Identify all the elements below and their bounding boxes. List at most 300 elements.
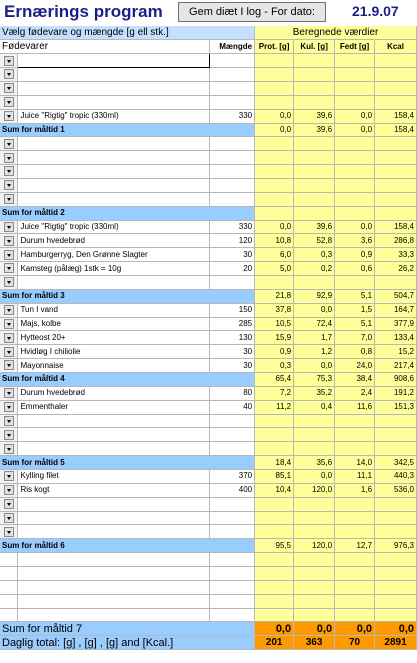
amount-cell[interactable]	[210, 192, 255, 206]
sum-fedt: 38,4	[335, 372, 375, 386]
fedt-cell: 11,6	[335, 400, 375, 414]
food-dropdown-button[interactable]	[0, 165, 18, 179]
kul-cell	[294, 553, 335, 567]
chevron-down-icon[interactable]	[4, 250, 14, 260]
sum-kul: 35,6	[294, 456, 335, 470]
food-dropdown-button[interactable]	[0, 442, 18, 456]
food-name-cell[interactable]: Emmenthaler	[18, 400, 210, 414]
food-name-cell[interactable]: Mayonnaise	[18, 359, 210, 373]
kul-cell: 0,2	[294, 262, 335, 276]
food-name-cell[interactable]	[18, 525, 210, 539]
prot-cell: 0,3	[255, 359, 294, 373]
amount-cell[interactable]	[210, 567, 255, 581]
food-name-cell[interactable]: Tun I vand	[18, 303, 210, 317]
kcal-cell	[375, 553, 417, 567]
fedt-cell: 7,0	[335, 331, 375, 345]
food-name-cell[interactable]: Hytteost 20+	[18, 331, 210, 345]
amount-cell[interactable]: 30	[210, 248, 255, 262]
food-row	[0, 567, 417, 581]
food-name-cell[interactable]: Kamsteg (pålæg) 1stk = 10g	[18, 262, 210, 276]
amount-cell[interactable]: 120	[210, 234, 255, 248]
kul-cell	[294, 54, 335, 68]
food-name-cell[interactable]: Durum hvedebrød	[18, 386, 210, 400]
chevron-down-icon[interactable]	[4, 471, 14, 481]
kcal-cell	[375, 428, 417, 442]
amount-cell[interactable]	[210, 428, 255, 442]
kcal-cell	[375, 442, 417, 456]
food-dropdown-button[interactable]	[0, 303, 18, 317]
amount-cell[interactable]	[210, 442, 255, 456]
food-name-cell[interactable]: Ris kogt	[18, 483, 210, 497]
food-dropdown-button[interactable]	[0, 178, 18, 192]
food-row	[0, 220, 417, 234]
kul-cell	[294, 428, 335, 442]
food-dropdown-button[interactable]	[0, 386, 18, 400]
amount-cell[interactable]	[210, 594, 255, 608]
food-dropdown-button[interactable]	[0, 151, 18, 165]
header-bar	[0, 0, 417, 26]
chevron-down-icon[interactable]	[4, 333, 14, 343]
chevron-down-icon[interactable]	[4, 360, 14, 370]
amount-cell[interactable]	[210, 608, 255, 622]
prot-cell: 10,8	[255, 234, 294, 248]
food-dropdown-button[interactable]	[0, 54, 18, 68]
food-name-cell[interactable]: Kylling filet	[18, 470, 210, 484]
food-row	[0, 483, 417, 497]
food-dropdown-button[interactable]	[0, 81, 18, 95]
amount-cell[interactable]	[210, 275, 255, 289]
fedt-cell: 0,0	[335, 220, 375, 234]
food-dropdown-button[interactable]	[0, 414, 18, 428]
food-row	[0, 95, 417, 109]
kul-cell	[294, 68, 335, 82]
food-dropdown-button[interactable]	[0, 428, 18, 442]
fedt-cell	[335, 428, 375, 442]
kcal-cell: 377,9	[375, 317, 417, 331]
amount-cell[interactable]: 130	[210, 331, 255, 345]
fedt-cell	[335, 192, 375, 206]
prot-cell: 0,0	[255, 220, 294, 234]
kul-cell: 0,3	[294, 248, 335, 262]
prot-cell	[255, 442, 294, 456]
food-row	[0, 414, 417, 428]
kcal-cell: 164,7	[375, 303, 417, 317]
sum-kul: 39,6	[294, 123, 335, 137]
sum-kcal: 342,5	[375, 456, 417, 470]
food-dropdown-button[interactable]	[0, 68, 18, 82]
food-name-cell[interactable]	[18, 594, 210, 608]
kcal-cell: 158,4	[375, 109, 417, 123]
kcal-cell	[375, 414, 417, 428]
food-dropdown-button[interactable]	[0, 192, 18, 206]
amount-cell[interactable]: 30	[210, 345, 255, 359]
chevron-down-icon[interactable]	[4, 166, 14, 176]
sum7-kul: 0,0	[294, 622, 335, 636]
chevron-down-icon[interactable]	[4, 416, 14, 426]
food-name-cell[interactable]	[18, 81, 210, 95]
food-name-cell[interactable]: Juice "Rigtig" tropic (330ml)	[18, 109, 210, 123]
food-dropdown-button[interactable]	[0, 470, 18, 484]
chevron-down-icon[interactable]	[4, 180, 14, 190]
food-dropdown-button[interactable]	[0, 345, 18, 359]
food-name-cell[interactable]	[18, 414, 210, 428]
amount-cell[interactable]	[210, 414, 255, 428]
kul-cell	[294, 414, 335, 428]
food-row	[0, 151, 417, 165]
food-row	[0, 234, 417, 248]
sum-kul: 120,0	[294, 539, 335, 553]
food-row	[0, 81, 417, 95]
kul-cell: 52,8	[294, 234, 335, 248]
food-row	[0, 331, 417, 345]
food-row	[0, 442, 417, 456]
meal-sum-row	[0, 206, 417, 220]
fedt-cell	[335, 594, 375, 608]
chevron-down-icon[interactable]	[4, 277, 14, 287]
amount-cell[interactable]: 150	[210, 303, 255, 317]
kul-cell	[294, 525, 335, 539]
amount-cell[interactable]: 330	[210, 220, 255, 234]
kcal-cell	[375, 54, 417, 68]
chevron-down-icon[interactable]	[4, 111, 14, 121]
food-name-cell[interactable]: Juice "Rigtig" tropic (330ml)	[18, 220, 210, 234]
food-row	[0, 511, 417, 525]
prot-cell	[255, 275, 294, 289]
fedt-cell	[335, 511, 375, 525]
kcal-cell	[375, 511, 417, 525]
food-row	[0, 262, 417, 276]
food-name-cell[interactable]	[18, 497, 210, 511]
prot-cell: 11,2	[255, 400, 294, 414]
food-dropdown-button[interactable]	[0, 511, 18, 525]
total-label: Daglig total: [g] , [g] , [g] and [Kcal.]	[0, 636, 255, 650]
fedt-cell: 1,6	[335, 483, 375, 497]
fedt-cell: 24,0	[335, 359, 375, 373]
amount-cell[interactable]: 40	[210, 400, 255, 414]
food-dropdown-button[interactable]	[0, 248, 18, 262]
sum-fedt: 14,0	[335, 456, 375, 470]
chevron-down-icon[interactable]	[4, 56, 14, 66]
sum-kul: 92,9	[294, 289, 335, 303]
prot-cell	[255, 511, 294, 525]
chevron-down-icon[interactable]	[4, 139, 14, 149]
food-name-cell[interactable]	[18, 151, 210, 165]
fedt-cell	[335, 275, 375, 289]
chevron-down-icon[interactable]	[4, 527, 14, 537]
kul-cell: 35,2	[294, 386, 335, 400]
amount-cell[interactable]: 20	[210, 262, 255, 276]
chevron-down-icon[interactable]	[4, 444, 14, 454]
fedt-cell	[335, 608, 375, 622]
amount-cell[interactable]	[210, 151, 255, 165]
sum-kcal: 976,3	[375, 539, 417, 553]
food-name-cell[interactable]	[18, 192, 210, 206]
food-dropdown-button	[0, 567, 18, 581]
sum-prot: 21,8	[255, 289, 294, 303]
fedt-cell	[335, 567, 375, 581]
fedt-cell	[335, 151, 375, 165]
amount-cell[interactable]: 30	[210, 359, 255, 373]
chevron-down-icon[interactable]	[4, 499, 14, 509]
chevron-down-icon[interactable]	[4, 430, 14, 440]
sum-kul	[294, 206, 335, 220]
food-row	[0, 553, 417, 567]
food-dropdown-button	[0, 580, 18, 594]
food-dropdown-button[interactable]	[0, 359, 18, 373]
food-dropdown-button[interactable]	[0, 525, 18, 539]
sum-row-7	[0, 622, 417, 636]
amount-cell[interactable]	[210, 178, 255, 192]
sum-prot: 95,5	[255, 539, 294, 553]
food-name-cell[interactable]	[18, 137, 210, 151]
sum7-kcal: 0,0	[375, 622, 417, 636]
food-dropdown-button[interactable]	[0, 137, 18, 151]
kul-cell	[294, 580, 335, 594]
col-kcal: Kcal	[375, 40, 417, 54]
amount-cell[interactable]	[210, 497, 255, 511]
amount-cell[interactable]	[210, 137, 255, 151]
food-dropdown-button[interactable]	[0, 95, 18, 109]
food-dropdown-button[interactable]	[0, 483, 18, 497]
fedt-cell: 0,9	[335, 248, 375, 262]
meal-sum-label: Sum for måltid 2	[0, 206, 255, 220]
col-kul: Kul. [g]	[294, 40, 335, 54]
fedt-cell: 0,0	[335, 109, 375, 123]
food-row	[0, 386, 417, 400]
kul-cell	[294, 137, 335, 151]
sum-fedt: 5,1	[335, 289, 375, 303]
kul-cell	[294, 95, 335, 109]
kcal-cell	[375, 608, 417, 622]
chevron-down-icon[interactable]	[4, 485, 14, 495]
food-row	[0, 359, 417, 373]
food-row	[0, 400, 417, 414]
col-food: Fødevarer	[0, 40, 210, 54]
prot-cell: 5,0	[255, 262, 294, 276]
prot-cell	[255, 608, 294, 622]
amount-cell[interactable]	[210, 54, 255, 68]
food-row	[0, 525, 417, 539]
kul-cell: 39,6	[294, 109, 335, 123]
fedt-cell	[335, 165, 375, 179]
chevron-down-icon[interactable]	[4, 388, 14, 398]
amount-cell[interactable]: 285	[210, 317, 255, 331]
food-name-cell[interactable]	[18, 553, 210, 567]
food-name-cell[interactable]	[18, 580, 210, 594]
food-name-cell[interactable]	[18, 178, 210, 192]
amount-cell[interactable]	[210, 68, 255, 82]
food-row	[0, 68, 417, 82]
food-name-cell[interactable]	[18, 511, 210, 525]
prot-cell	[255, 165, 294, 179]
prot-cell: 0,9	[255, 345, 294, 359]
food-name-cell[interactable]	[18, 428, 210, 442]
chevron-down-icon[interactable]	[4, 97, 14, 107]
sum7-prot: 0,0	[255, 622, 294, 636]
sum-fedt: 0,0	[335, 123, 375, 137]
amount-cell[interactable]: 80	[210, 386, 255, 400]
amount-cell[interactable]	[210, 95, 255, 109]
chevron-down-icon[interactable]	[4, 153, 14, 163]
food-name-cell[interactable]: Majs, kolbe	[18, 317, 210, 331]
sum-kcal: 504,7	[375, 289, 417, 303]
sum-prot: 0,0	[255, 123, 294, 137]
food-dropdown-button	[0, 594, 18, 608]
food-name-cell[interactable]	[18, 275, 210, 289]
save-diet-button[interactable]: Gem diæt I log - For dato:	[178, 2, 326, 22]
chevron-down-icon[interactable]	[4, 194, 14, 204]
prot-cell: 7,2	[255, 386, 294, 400]
food-dropdown-button	[0, 608, 18, 622]
kcal-cell	[375, 151, 417, 165]
fedt-cell: 3,6	[335, 234, 375, 248]
sum-fedt: 12,7	[335, 539, 375, 553]
chevron-down-icon[interactable]	[4, 305, 14, 315]
prot-cell: 85,1	[255, 470, 294, 484]
food-row	[0, 54, 417, 68]
food-row	[0, 303, 417, 317]
food-name-cell[interactable]	[18, 95, 210, 109]
kul-cell: 39,6	[294, 220, 335, 234]
kcal-cell	[375, 275, 417, 289]
prot-cell: 0,0	[255, 109, 294, 123]
fedt-cell: 0,6	[335, 262, 375, 276]
total-prot: 201	[255, 636, 294, 650]
amount-cell[interactable]: 370	[210, 470, 255, 484]
food-name-cell[interactable]	[18, 608, 210, 622]
meal-sum-row	[0, 289, 417, 303]
food-dropdown-button[interactable]	[0, 234, 18, 248]
food-dropdown-button[interactable]	[0, 317, 18, 331]
meal-sum-label: Sum for måltid 4	[0, 372, 255, 386]
page-title: Ernærings program	[4, 2, 163, 21]
chevron-down-icon[interactable]	[4, 347, 14, 357]
meal-sum-label: Sum for måltid 6	[0, 539, 255, 553]
fedt-cell	[335, 81, 375, 95]
fedt-cell: 1,5	[335, 303, 375, 317]
prot-cell: 6,0	[255, 248, 294, 262]
sum-kcal: 908,6	[375, 372, 417, 386]
kcal-cell: 26,2	[375, 262, 417, 276]
nutrition-table	[0, 26, 417, 650]
chevron-down-icon[interactable]	[4, 222, 14, 232]
food-dropdown-button[interactable]	[0, 400, 18, 414]
fedt-cell	[335, 442, 375, 456]
kul-cell	[294, 594, 335, 608]
kul-cell: 72,4	[294, 317, 335, 331]
food-name-cell[interactable]: Durum hvedebrød	[18, 234, 210, 248]
amount-cell[interactable]: 330	[210, 109, 255, 123]
kul-cell	[294, 497, 335, 511]
sum-prot	[255, 206, 294, 220]
amount-cell[interactable]	[210, 511, 255, 525]
fedt-cell	[335, 178, 375, 192]
fedt-cell	[335, 497, 375, 511]
food-name-cell[interactable]	[18, 567, 210, 581]
food-dropdown-button	[0, 553, 18, 567]
food-dropdown-button[interactable]	[0, 275, 18, 289]
chevron-down-icon[interactable]	[4, 513, 14, 523]
prot-cell	[255, 567, 294, 581]
column-headers	[0, 40, 417, 54]
kcal-cell: 217,4	[375, 359, 417, 373]
kcal-cell: 133,4	[375, 331, 417, 345]
meal-sum-row	[0, 539, 417, 553]
chevron-down-icon[interactable]	[4, 402, 14, 412]
amount-cell[interactable]: 400	[210, 483, 255, 497]
sum-kul: 75,3	[294, 372, 335, 386]
food-name-cell[interactable]	[18, 54, 210, 68]
total-kul: 363	[294, 636, 335, 650]
sum7-fedt: 0,0	[335, 622, 375, 636]
food-row	[0, 594, 417, 608]
prot-cell	[255, 192, 294, 206]
food-name-cell[interactable]	[18, 68, 210, 82]
amount-cell[interactable]	[210, 81, 255, 95]
sum-fedt	[335, 206, 375, 220]
food-dropdown-button[interactable]	[0, 331, 18, 345]
fedt-cell	[335, 553, 375, 567]
kcal-cell	[375, 165, 417, 179]
chevron-down-icon[interactable]	[4, 263, 14, 273]
prot-cell: 37,8	[255, 303, 294, 317]
kul-cell	[294, 165, 335, 179]
food-name-cell[interactable]: Hvidløg I chiliolie	[18, 345, 210, 359]
fedt-cell: 2,4	[335, 386, 375, 400]
food-dropdown-button[interactable]	[0, 262, 18, 276]
sum-kcal	[375, 206, 417, 220]
kcal-cell: 15,2	[375, 345, 417, 359]
kcal-cell	[375, 594, 417, 608]
meal-sum-label: Sum for måltid 1	[0, 123, 255, 137]
food-dropdown-button[interactable]	[0, 497, 18, 511]
prot-cell	[255, 68, 294, 82]
chevron-down-icon[interactable]	[4, 69, 14, 79]
kcal-cell	[375, 137, 417, 151]
fedt-cell	[335, 68, 375, 82]
amount-cell[interactable]	[210, 165, 255, 179]
food-dropdown-button[interactable]	[0, 220, 18, 234]
sum-kcal: 158,4	[375, 123, 417, 137]
prot-cell	[255, 497, 294, 511]
kul-cell: 1,2	[294, 345, 335, 359]
food-name-cell[interactable]	[18, 442, 210, 456]
food-name-cell[interactable]	[18, 165, 210, 179]
col-amount: Mængde	[210, 40, 255, 54]
food-dropdown-button[interactable]	[0, 109, 18, 123]
amount-cell[interactable]	[210, 580, 255, 594]
kcal-cell	[375, 580, 417, 594]
prot-cell	[255, 54, 294, 68]
amount-cell[interactable]	[210, 553, 255, 567]
prot-cell	[255, 553, 294, 567]
chevron-down-icon[interactable]	[4, 319, 14, 329]
food-row	[0, 470, 417, 484]
meal-sum-label: Sum for måltid 5	[0, 456, 255, 470]
kcal-cell: 191,2	[375, 386, 417, 400]
kul-cell	[294, 608, 335, 622]
amount-cell[interactable]	[210, 525, 255, 539]
sum-prot: 65,4	[255, 372, 294, 386]
fedt-cell	[335, 580, 375, 594]
food-row	[0, 165, 417, 179]
date-value[interactable]: 21.9.07	[352, 3, 399, 19]
chevron-down-icon[interactable]	[4, 83, 14, 93]
kcal-cell	[375, 178, 417, 192]
chevron-down-icon[interactable]	[4, 236, 14, 246]
prot-cell	[255, 81, 294, 95]
food-name-cell[interactable]: Hamburgerryg, Den Grønne Slagter	[18, 248, 210, 262]
